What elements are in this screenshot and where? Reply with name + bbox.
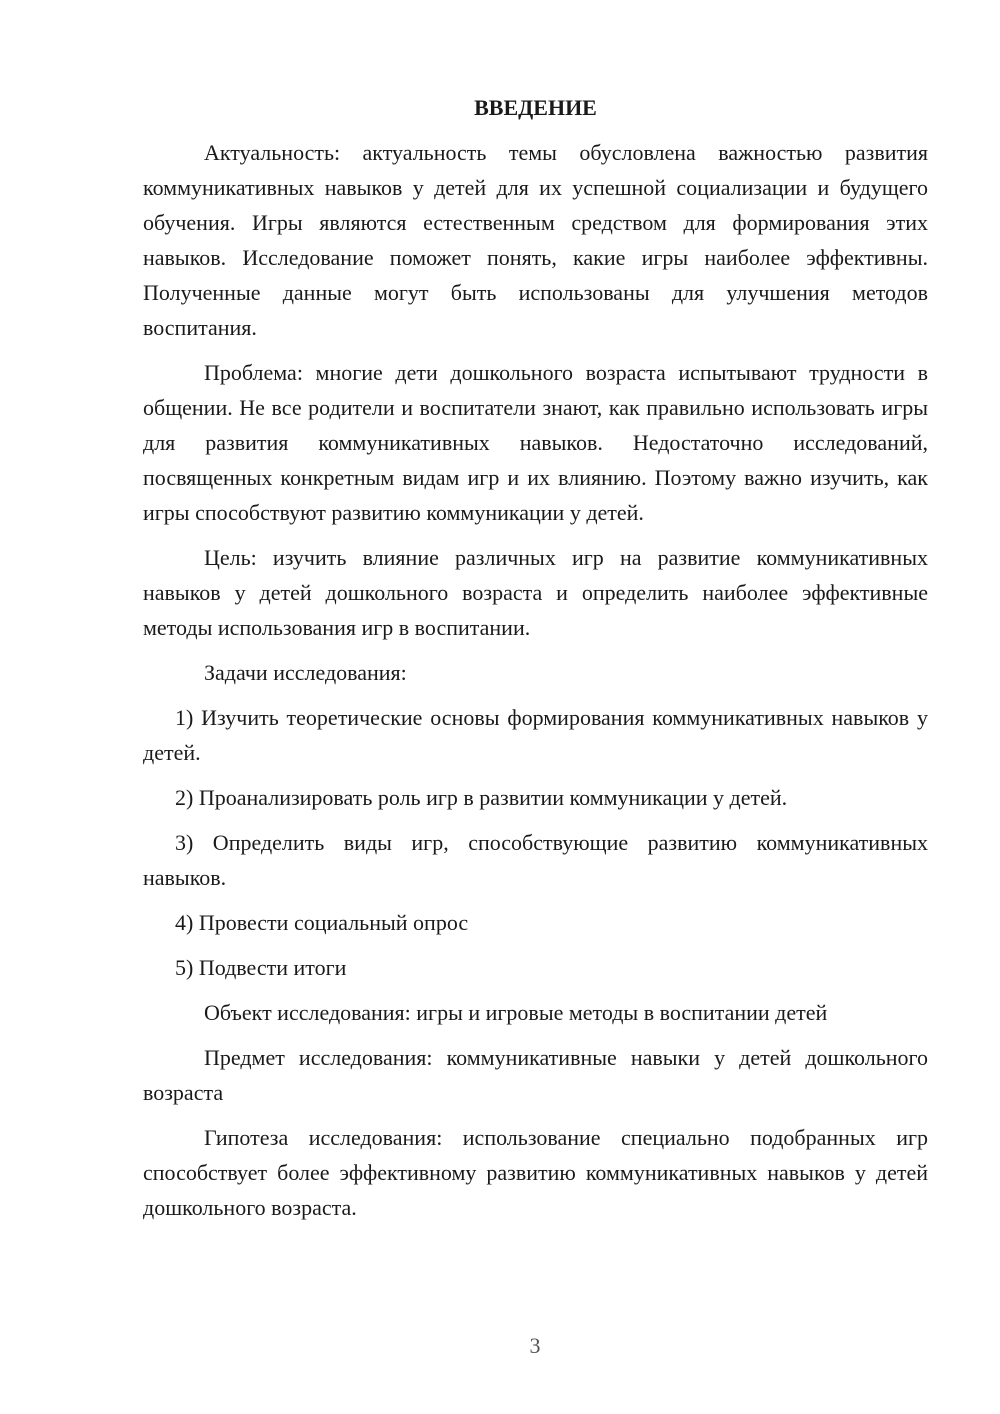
task-item-2: 2) Проанализировать роль игр в развитии коммуникации у детей. [175, 785, 788, 810]
paragraph-goal: Цель: изучить влияние различных игр на развитие коммуникативных навыков у детей дошкольного возраста и определить наиболее эффективные методы использования игр в воспитании. [143, 545, 928, 640]
section-title: ВВЕДЕНИЕ [474, 95, 597, 120]
page-number: 3 [529, 1333, 541, 1358]
task-item-4: 4) Провести социальный опрос [175, 910, 469, 935]
paragraph-hypothesis: Гипотеза исследования: использование специально подобранных игр способствует более эффективному развитию коммуникативных навыков у детей дошкольного возраста. [143, 1125, 928, 1220]
paragraph-subject: Предмет исследования: коммуникативные навыки у детей дошкольного возраста [143, 1045, 928, 1105]
task-item-5: 5) Подвести итоги [175, 955, 347, 980]
page-content [143, 90, 928, 1235]
paragraph-relevance: Актуальность: актуальность темы обусловлена важностью развития коммуникативных навыков у детей для их успешной социализации и будущего обучения. Игры являются естественным средством для формирования этих навыков. Исследование поможет понять, какие игры наиболее эффективны. Полученные данные могут быть использованы для улучшения методов воспитания. [143, 140, 928, 340]
task-item-1: 1) Изучить теоретические основы формирования коммуникативных навыков у детей. [143, 705, 928, 765]
paragraph-problem: Проблема: многие дети дошкольного возраста испытывают трудности в общении. Не все родители и воспитатели знают, как правильно использовать игры для развития коммуникативных навыков. Недостаточно исследований, посвященных конкретным видам игр и их влиянию. Поэтому важно изучить, как игры способствуют развитию коммуникации у детей. [143, 360, 928, 525]
paragraph-tasks-heading: Задачи исследования: [204, 660, 407, 685]
task-item-3: 3) Определить виды игр, способствующие развитию коммуникативных навыков. [143, 830, 928, 890]
paragraph-object: Объект исследования: игры и игровые методы в воспитании детей [204, 1000, 828, 1025]
